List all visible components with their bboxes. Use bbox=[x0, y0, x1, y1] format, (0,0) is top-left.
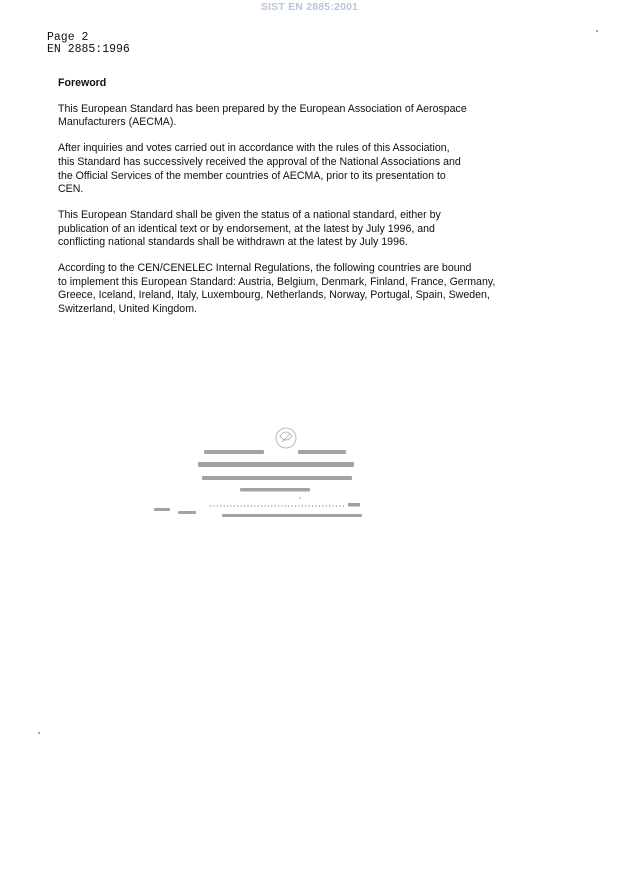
foreword-paragraph-3 bbox=[58, 209, 565, 250]
official-stamp-icon bbox=[150, 424, 390, 534]
text-line: Manufacturers (AECMA). bbox=[58, 116, 177, 129]
foreword-paragraph-1 bbox=[58, 103, 565, 130]
text-line: CEN. bbox=[58, 183, 84, 196]
text-line: This European Standard has been prepared by the European Association of Aerospace bbox=[58, 102, 467, 115]
text-line: This European Standard shall be given the status of a national standard, either by bbox=[58, 208, 441, 221]
text-line: Greece, Iceland, Ireland, Italy, Luxembourg, Netherlands, Norway, Portugal, Spain, Sweden, bbox=[58, 289, 490, 302]
watermark: SIST EN 2885:2001 bbox=[260, 1, 359, 13]
text-line: Switzerland, United Kingdom. bbox=[58, 303, 197, 316]
standard-id: EN 2885:1996 bbox=[47, 43, 130, 56]
scan-speck bbox=[596, 30, 598, 32]
text-line: this Standard has successively received the approval of the National Associations and bbox=[58, 155, 461, 168]
foreword-paragraph-2 bbox=[58, 142, 565, 197]
text-line: to implement this European Standard: Austria, Belgium, Denmark, Finland, France, Germany, bbox=[58, 275, 496, 288]
page-header bbox=[47, 32, 130, 56]
text-line: publication of an identical text or by endorsement, at the latest by July 1996, and bbox=[58, 222, 435, 235]
text-line: conflicting national standards shall be withdrawn at the latest by July 1996. bbox=[58, 236, 408, 249]
text-line: After inquiries and votes carried out in accordance with the rules of this Association, bbox=[58, 142, 450, 155]
page-number: Page 2 bbox=[47, 31, 89, 44]
text-line: the Official Services of the member countries of AECMA, prior to its presentation to bbox=[58, 169, 446, 182]
text-line: According to the CEN/CENELEC Internal Regulations, the following countries are bound bbox=[58, 262, 472, 275]
foreword-paragraph-4 bbox=[58, 262, 565, 317]
foreword-heading: Foreword bbox=[58, 77, 107, 89]
scan-speck bbox=[38, 732, 40, 734]
foreword-section bbox=[58, 77, 565, 329]
